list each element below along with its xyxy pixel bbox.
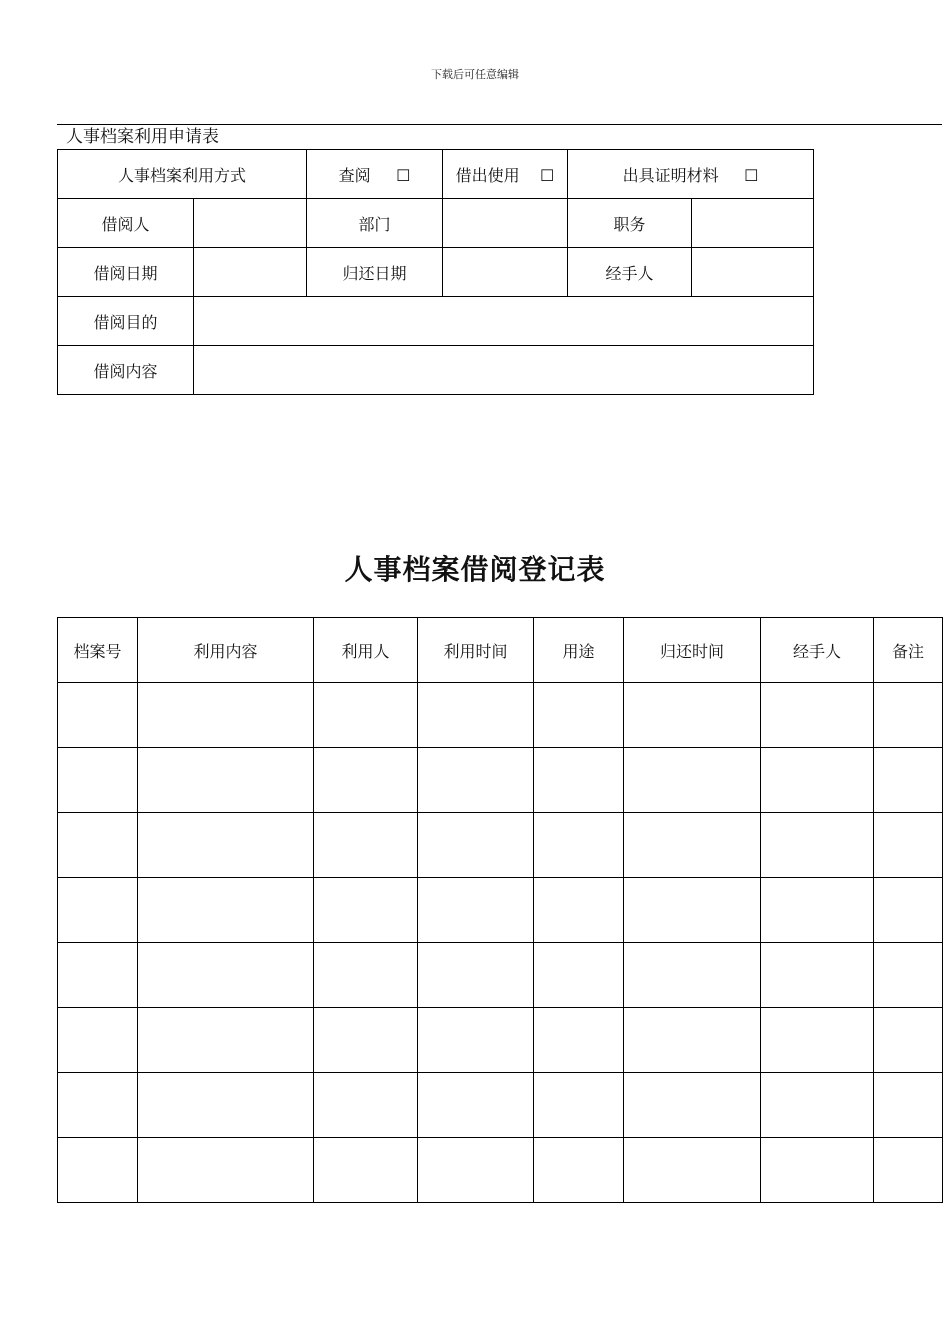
table-cell[interactable]: [138, 943, 314, 1008]
table-row: [58, 943, 943, 1008]
table-cell[interactable]: [418, 748, 534, 813]
column-header: 经手人: [761, 618, 874, 683]
table-cell[interactable]: [58, 813, 138, 878]
table-cell[interactable]: [624, 683, 761, 748]
purpose-field[interactable]: [194, 297, 814, 346]
table-cell[interactable]: [58, 878, 138, 943]
table-cell[interactable]: [874, 943, 943, 1008]
table-cell[interactable]: [418, 683, 534, 748]
register-body: [58, 683, 943, 1203]
table-cell[interactable]: [58, 1073, 138, 1138]
table-cell[interactable]: [874, 813, 943, 878]
column-header: 用途: [534, 618, 624, 683]
table-cell[interactable]: [314, 1138, 418, 1203]
option-certificate-label: 出具证明材料: [622, 165, 719, 185]
table-cell[interactable]: [314, 1008, 418, 1073]
table-cell[interactable]: [418, 943, 534, 1008]
table-cell[interactable]: [874, 1138, 943, 1203]
position-label: 职务: [568, 199, 692, 248]
option-certificate-checkbox[interactable]: ☐: [744, 165, 759, 185]
purpose-row: [58, 297, 814, 346]
option-borrow-label: 借出使用: [455, 165, 520, 185]
table-cell[interactable]: [534, 748, 624, 813]
option-view-label: 查阅: [338, 165, 371, 185]
table-cell[interactable]: [534, 1138, 624, 1203]
table-cell[interactable]: [624, 1008, 761, 1073]
table-cell[interactable]: [624, 1138, 761, 1203]
column-header: 档案号: [58, 618, 138, 683]
column-header: 利用人: [314, 618, 418, 683]
table-cell[interactable]: [624, 943, 761, 1008]
register-header-row: [58, 618, 943, 683]
table-cell[interactable]: [761, 1008, 874, 1073]
table-cell[interactable]: [314, 1073, 418, 1138]
table-cell[interactable]: [534, 1073, 624, 1138]
table-cell[interactable]: [138, 748, 314, 813]
content-row: [58, 346, 814, 395]
table-row: [58, 1008, 943, 1073]
table-row: [58, 1073, 943, 1138]
table-cell[interactable]: [761, 943, 874, 1008]
content-label: 借阅内容: [58, 346, 194, 395]
table-cell[interactable]: [418, 1138, 534, 1203]
table-cell[interactable]: [534, 943, 624, 1008]
table-cell[interactable]: [314, 748, 418, 813]
table-cell[interactable]: [624, 878, 761, 943]
option-borrow-checkbox[interactable]: ☐: [540, 165, 555, 185]
application-form-title: 人事档案利用申请表: [66, 127, 219, 147]
register-table: [57, 617, 943, 1203]
table-row: [58, 748, 943, 813]
table-row: [58, 683, 943, 748]
dates-row: [58, 248, 814, 297]
usage-method-row: [58, 150, 814, 199]
table-cell[interactable]: [874, 748, 943, 813]
table-cell[interactable]: [58, 683, 138, 748]
table-cell[interactable]: [138, 1138, 314, 1203]
borrower-row: [58, 199, 814, 248]
handler-field[interactable]: [692, 248, 814, 297]
table-cell[interactable]: [761, 1073, 874, 1138]
content-field[interactable]: [194, 346, 814, 395]
return-date-label: 归还日期: [307, 248, 443, 297]
table-cell[interactable]: [624, 748, 761, 813]
table-row: [58, 1138, 943, 1203]
table-cell[interactable]: [761, 748, 874, 813]
purpose-label: 借阅目的: [58, 297, 194, 346]
table-cell[interactable]: [314, 943, 418, 1008]
handler-label: 经手人: [568, 248, 692, 297]
table-cell[interactable]: [138, 878, 314, 943]
option-borrow[interactable]: [443, 150, 568, 199]
table-cell[interactable]: [761, 878, 874, 943]
table-cell[interactable]: [874, 878, 943, 943]
table-cell[interactable]: [874, 1073, 943, 1138]
table-cell[interactable]: [874, 683, 943, 748]
table-cell[interactable]: [138, 1008, 314, 1073]
position-field[interactable]: [692, 199, 814, 248]
column-header: 利用时间: [418, 618, 534, 683]
table-cell[interactable]: [58, 1008, 138, 1073]
borrow-date-field[interactable]: [194, 248, 307, 297]
table-cell[interactable]: [761, 813, 874, 878]
table-cell[interactable]: [874, 1008, 943, 1073]
option-view-checkbox[interactable]: ☐: [396, 165, 411, 185]
table-cell[interactable]: [418, 813, 534, 878]
table-cell[interactable]: [138, 683, 314, 748]
column-header: 备注: [874, 618, 943, 683]
table-cell[interactable]: [314, 878, 418, 943]
return-date-field[interactable]: [443, 248, 568, 297]
top-rule: [57, 124, 942, 125]
option-view[interactable]: [307, 150, 443, 199]
table-cell[interactable]: [624, 1073, 761, 1138]
borrower-label: 借阅人: [58, 199, 194, 248]
table-cell[interactable]: [138, 813, 314, 878]
table-cell[interactable]: [58, 1138, 138, 1203]
table-cell[interactable]: [58, 943, 138, 1008]
option-certificate[interactable]: [568, 150, 814, 199]
table-row: [58, 813, 943, 878]
table-cell[interactable]: [138, 1073, 314, 1138]
table-row: [58, 878, 943, 943]
table-cell[interactable]: [534, 1008, 624, 1073]
table-cell[interactable]: [624, 813, 761, 878]
department-label: 部门: [307, 199, 443, 248]
usage-method-label: 人事档案利用方式: [58, 150, 307, 199]
borrow-date-label: 借阅日期: [58, 248, 194, 297]
table-cell[interactable]: [534, 813, 624, 878]
column-header: 归还时间: [624, 618, 761, 683]
table-cell[interactable]: [314, 813, 418, 878]
table-cell[interactable]: [761, 683, 874, 748]
table-cell[interactable]: [418, 878, 534, 943]
register-title: 人事档案借阅登记表: [344, 553, 606, 586]
table-cell[interactable]: [534, 683, 624, 748]
table-cell[interactable]: [761, 1138, 874, 1203]
header-note: 下载后可任意编辑: [431, 68, 519, 81]
table-cell[interactable]: [534, 878, 624, 943]
table-cell[interactable]: [58, 748, 138, 813]
table-cell[interactable]: [418, 1073, 534, 1138]
application-form-table: [57, 149, 814, 395]
table-cell[interactable]: [418, 1008, 534, 1073]
department-field[interactable]: [443, 199, 568, 248]
borrower-field[interactable]: [194, 199, 307, 248]
table-cell[interactable]: [314, 683, 418, 748]
column-header: 利用内容: [138, 618, 314, 683]
